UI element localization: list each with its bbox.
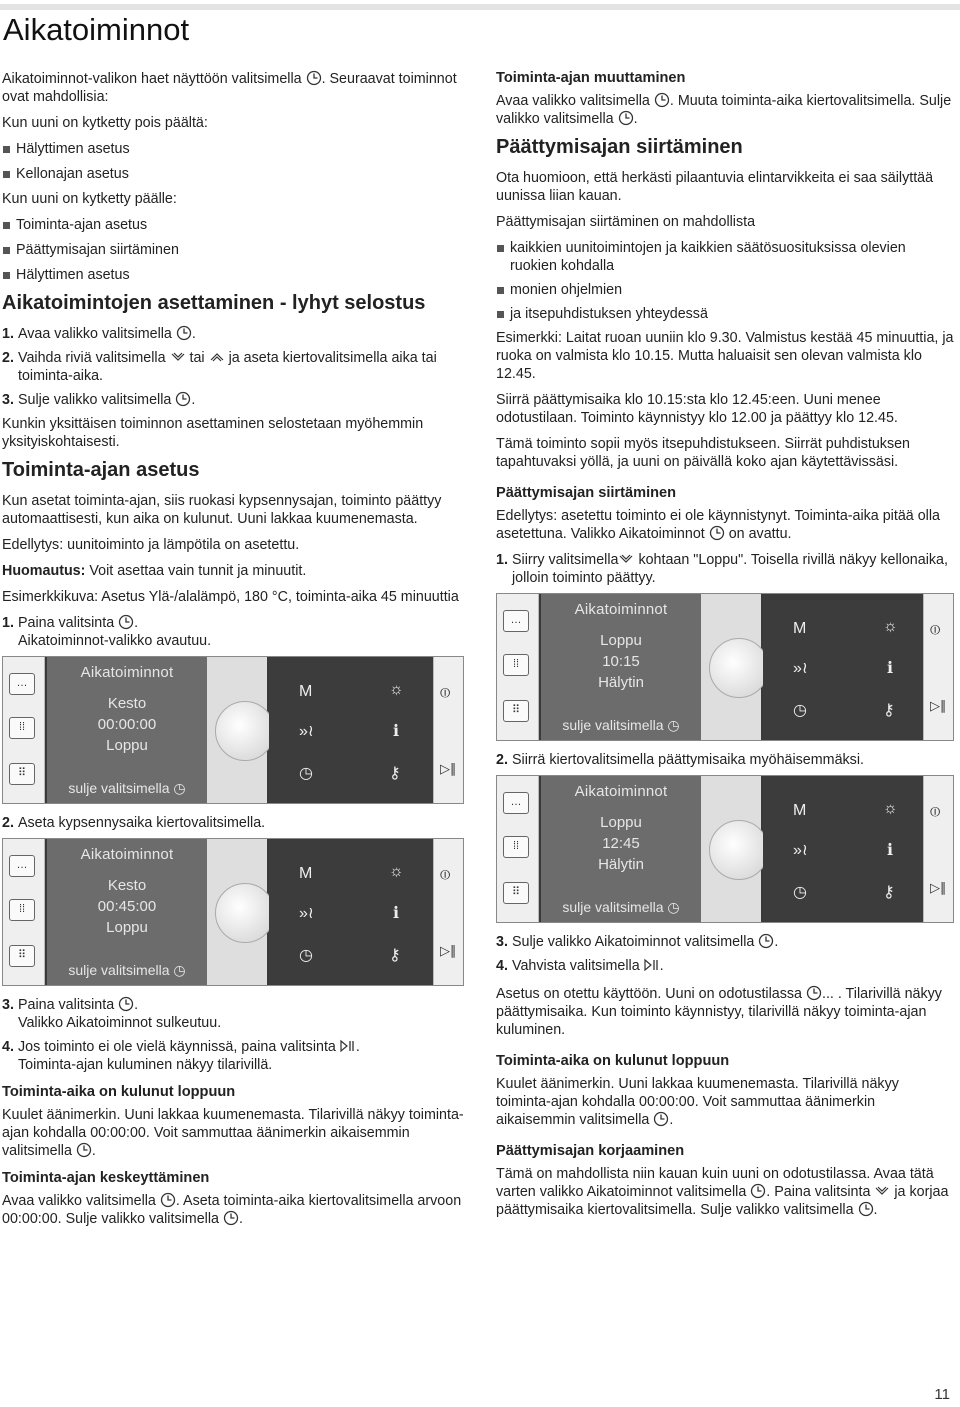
list-item: 1. Paina valitsinta . Aikatoiminnot-valikko avautuu.	[2, 615, 212, 649]
clock-icon[interactable]: ◷	[299, 947, 313, 964]
temperature-icon[interactable]: ℹ	[393, 723, 400, 740]
example2: Siirrä päättymisaika klo 10.15:sta klo 12.45:een. Uuni menee odotustilaan. Toiminto käynnistyy klo 12.00 ja päättyy klo 12.45.	[496, 392, 898, 426]
clock-icon	[750, 1183, 766, 1199]
power-icon[interactable]: ⏼	[440, 867, 451, 882]
clock-icon	[654, 92, 670, 108]
panel-left-buttons	[3, 657, 45, 803]
list-item: 4. Jos toiminto ei ole vielä käynnissä, paina valitsinta . Toiminta-ajan kuluminen näkyy tilarivillä.	[2, 1039, 360, 1073]
on-label: Kun uuni on kytketty päälle:	[2, 191, 177, 207]
info-button[interactable]: …	[503, 792, 529, 814]
quick-steps	[2, 325, 464, 409]
off-label: Kun uuni on kytketty pois päältä:	[2, 115, 208, 131]
shift-p2: Päättymisajan siirtäminen on mahdollista	[496, 214, 756, 230]
change-text: Avaa valikko valitsimella . Muuta toiminta-aika kiertovalitsimella. Sulje valikko valitsimella .	[496, 93, 952, 127]
key-icon[interactable]: ⚷	[389, 947, 401, 964]
example: Esimerkkikuva: Asetus Ylä-/alalämpö, 180 °C, toiminta-aika 45 minuuttia	[2, 589, 459, 605]
display-line: Loppu	[106, 737, 148, 754]
microwave-icon[interactable]: M	[793, 802, 807, 819]
note: Huomautus: Voit asettaa vain tunnit ja minuutit.	[2, 563, 307, 579]
clock-icon	[306, 70, 322, 86]
accessories-button[interactable]: ⁞⁞	[9, 899, 35, 921]
clock-icon	[653, 1111, 669, 1127]
start-stop-icon[interactable]: ▷∥	[930, 698, 947, 713]
clock-icon	[176, 325, 192, 341]
display-line: 00:00:00	[97, 716, 157, 733]
clock-icon	[118, 614, 134, 630]
clock-icon	[858, 1201, 874, 1217]
display-line: Loppu	[600, 814, 642, 831]
rotary-dial[interactable]	[207, 839, 267, 985]
chevron-up-icon	[209, 349, 225, 365]
top-rule	[0, 4, 960, 10]
clock-icon[interactable]: ◷	[793, 884, 807, 901]
temperature-icon[interactable]: ℹ	[393, 905, 400, 922]
key-icon[interactable]: ⚷	[883, 702, 895, 719]
list-item: Päättymisajan siirtäminen	[2, 241, 464, 259]
display-footer: sulje valitsimella ◷	[562, 717, 680, 733]
temperature-icon[interactable]: ℹ	[887, 660, 894, 677]
clock-icon	[160, 1192, 176, 1208]
display-screen	[47, 657, 207, 803]
chevron-down-icon	[874, 1183, 890, 1199]
microwave-icon[interactable]: M	[299, 683, 313, 700]
left-column	[2, 70, 464, 1236]
power-buttons	[433, 657, 463, 803]
power-icon[interactable]: ⏼	[930, 804, 941, 819]
elapsed-text: Kuulet äänimerkin. Uuni lakkaa kuumenemasta. Tilarivillä näkyy toiminta-ajan kohdalla 00:00:00. Voit sammuttaa äänimerkin aikaisemmin valitsimella .	[496, 1076, 899, 1128]
quick-heading: Aikatoimintojen asettaminen - lyhyt selostus	[2, 292, 426, 314]
clock-icon[interactable]: ◷	[299, 765, 313, 782]
dial-knob[interactable]	[215, 701, 275, 761]
fan-heat-icon[interactable]: »≀	[793, 842, 808, 859]
power-buttons	[433, 839, 463, 985]
elapsed-text: Kuulet äänimerkin. Uuni lakkaa kuumenemasta. Tilarivillä näkyy toiminta-ajan kohdalla 00:00:00. Voit sammuttaa äänimerkin aikaisemmin valitsimella .	[2, 1107, 464, 1159]
key-icon[interactable]: ⚷	[883, 884, 895, 901]
menu-button[interactable]: ⠿	[503, 700, 529, 722]
display-header: Aikatoiminnot	[80, 664, 174, 681]
fan-heat-icon[interactable]: »≀	[299, 905, 314, 922]
panel-left-buttons	[3, 839, 45, 985]
list-item: 1. Avaa valikko valitsimella .	[2, 326, 196, 342]
clock-icon	[223, 1210, 239, 1226]
accessories-button[interactable]: ⁞⁞	[503, 836, 529, 858]
function-buttons	[269, 839, 433, 985]
display-line: 00:45:00	[97, 898, 157, 915]
cancel-heading: Toiminta-ajan keskeyttäminen	[2, 1170, 210, 1186]
panel-left-buttons	[497, 594, 539, 740]
list-item: 2. Vaihda riviä valitsimella tai ja aseta kiertovalitsimella aika tai toiminta-aika.	[2, 350, 437, 384]
list-item: Hälyttimen asetus	[2, 140, 464, 158]
display-line: Kesto	[107, 877, 147, 894]
function-buttons	[763, 776, 923, 922]
power-buttons	[923, 776, 953, 922]
list-item: monien ohjelmien	[496, 281, 956, 299]
sub-heading: Päättymisajan siirtäminen	[496, 485, 677, 501]
display-line: Loppu	[600, 632, 642, 649]
temperature-icon[interactable]: ℹ	[887, 842, 894, 859]
page-number: 11	[934, 1386, 950, 1403]
change-heading: Toiminta-ajan muuttaminen	[496, 70, 686, 86]
list-item: 4. Vahvista valitsimella .	[496, 958, 664, 974]
power-icon[interactable]: ⏼	[930, 622, 941, 637]
dial-knob[interactable]	[709, 638, 769, 698]
fan-heat-icon[interactable]: »≀	[793, 660, 808, 677]
display-line: Hälytin	[598, 674, 644, 691]
clock-icon	[118, 996, 134, 1012]
clock-icon	[76, 1142, 92, 1158]
light-icon[interactable]: ☼	[883, 618, 898, 635]
panel-left-buttons	[497, 776, 539, 922]
example1: Esimerkki: Laitat ruoan uuniin klo 9.30. Valmistus kestää 45 minuuttia, ja ruoka on valmista klo 10.15. Mutta haluaisit sen olevan valmista klo 12.45.	[496, 330, 954, 382]
shift-list	[496, 239, 956, 323]
menu-button[interactable]: ⠿	[9, 763, 35, 785]
power-icon[interactable]: ⏼	[440, 685, 451, 700]
display-footer: sulje valitsimella ◷	[562, 899, 680, 915]
rotary-dial[interactable]	[701, 594, 761, 740]
display-line: 12:45	[602, 835, 640, 852]
correct-text: Tämä on mahdollista niin kauan kuin uuni on odotustilassa. Avaa tätä varten valikko Aikatoiminnot valitsimella . Paina valitsinta ja korjaa päättymisaika kiertovalitsimella. Sulje valikko valitsimella .	[496, 1166, 949, 1218]
start-stop-icon	[644, 957, 660, 973]
function-buttons	[763, 594, 923, 740]
light-icon[interactable]: ☼	[883, 800, 898, 817]
info-button[interactable]: …	[9, 673, 35, 695]
duration-step1	[2, 614, 464, 650]
display-line: Kesto	[107, 695, 147, 712]
list-item: 2. Siirrä kiertovalitsimella päättymisaika myöhäisemmäksi.	[496, 752, 864, 768]
clock-icon	[175, 391, 191, 407]
fan-heat-icon[interactable]: »≀	[299, 723, 314, 740]
list-item: Hälyttimen asetus	[2, 266, 464, 284]
duration-heading: Toiminta-ajan asetus	[2, 459, 200, 481]
display-line: Hälytin	[598, 856, 644, 873]
oven-panel	[2, 656, 464, 804]
display-header: Aikatoiminnot	[574, 601, 668, 618]
elapsed-heading: Toiminta-aika on kulunut loppuun	[2, 1084, 236, 1100]
start-stop-icon[interactable]: ▷∥	[930, 880, 947, 895]
light-icon[interactable]: ☼	[389, 863, 404, 880]
display-header: Aikatoiminnot	[574, 783, 668, 800]
duration-p1: Kun asetat toiminta-ajan, siis ruokasi kypsennysajan, toiminto päättyy automaattisesti, kun aika on kulunut. Uuni lakkaa kuumenemasta.	[2, 493, 442, 527]
menu-button[interactable]: ⠿	[9, 945, 35, 967]
clock-icon	[806, 985, 822, 1001]
display-screen	[541, 594, 701, 740]
intro-text: Aikatoiminnot-valikon haet näyttöön valitsimella . Seuraavat toiminnot ovat mahdollisia:	[2, 71, 457, 105]
start-stop-icon[interactable]: ▷∥	[440, 761, 457, 776]
list-item: ja itsepuhdistuksen yhteydessä	[496, 305, 956, 323]
microwave-icon[interactable]: M	[299, 865, 313, 882]
clock-icon	[758, 933, 774, 949]
oven-panel	[496, 593, 954, 741]
clock-icon	[618, 110, 634, 126]
rotary-dial[interactable]	[701, 776, 761, 922]
chevron-down-icon	[618, 551, 634, 567]
function-buttons	[269, 657, 433, 803]
list-item: 1. Siirry valitsimella kohtaan "Loppu". Toisella rivillä näkyy kellonaika, jolloin toiminto päättyy.	[496, 552, 948, 586]
display-footer: sulje valitsimella ◷	[68, 962, 186, 978]
key-icon[interactable]: ⚷	[389, 765, 401, 782]
on-list	[2, 216, 464, 284]
clock-icon[interactable]: ◷	[793, 702, 807, 719]
display-footer: sulje valitsimella ◷	[68, 780, 186, 796]
list-item: 3. Paina valitsinta . Valikko Aikatoiminnot sulkeutuu.	[2, 997, 222, 1031]
chevron-down-icon	[170, 349, 186, 365]
correct-heading: Päättymisajan korjaaminen	[496, 1143, 685, 1159]
display-screen	[541, 776, 701, 922]
power-buttons	[923, 594, 953, 740]
example3: Tämä toiminto sopii myös itsepuhdistukseen. Siirrät puhdistuksen tapahtuvaksi yöllä, ja uuni on päivällä koko ajan käytettävissäsi.	[496, 436, 911, 470]
duration-p2: Edellytys: uunitoiminto ja lämpötila on asetettu.	[2, 537, 300, 553]
start-stop-icon[interactable]: ▷∥	[440, 943, 457, 958]
info-button[interactable]: …	[503, 610, 529, 632]
display-line: Loppu	[106, 919, 148, 936]
dial-knob[interactable]	[709, 820, 769, 880]
off-list	[2, 140, 464, 183]
start-stop-icon	[340, 1038, 356, 1054]
menu-button[interactable]: ⠿	[503, 882, 529, 904]
shift-heading: Päättymisajan siirtäminen	[496, 136, 743, 158]
page-title: Aikatoiminnot	[3, 12, 190, 47]
cancel-text: Avaa valikko valitsimella . Aseta toiminta-aika kiertovalitsimella arvoon 00:00:00. Sulje valikko valitsimella .	[2, 1193, 462, 1227]
oven-panel	[2, 838, 464, 986]
list-item: Toiminta-ajan asetus	[2, 216, 464, 234]
info-button[interactable]: …	[9, 855, 35, 877]
rotary-dial[interactable]	[207, 657, 267, 803]
microwave-icon[interactable]: M	[793, 620, 807, 637]
list-item: 3. Sulje valikko Aikatoiminnot valitsimella .	[496, 934, 779, 950]
shift-p1: Ota huomioon, että herkästi pilaantuvia elintarvikkeita ei saa säilyttää uunissa liian kauan.	[496, 170, 934, 204]
quick-note: Kunkin yksittäisen toiminnon asettaminen selostetaan myöhemmin yksityiskohtaisesti.	[2, 416, 424, 450]
list-item: 3. Sulje valikko valitsimella .	[2, 392, 196, 408]
clock-icon	[709, 525, 725, 541]
light-icon[interactable]: ☼	[389, 681, 404, 698]
list-item: Kellonajan asetus	[2, 165, 464, 183]
list-item: 2. Aseta kypsennysaika kiertovalitsimella.	[2, 815, 266, 831]
display-line: 10:15	[602, 653, 640, 670]
accessories-button[interactable]: ⁞⁞	[503, 654, 529, 676]
right-column	[496, 70, 956, 1227]
elapsed-heading: Toiminta-aika on kulunut loppuun	[496, 1053, 730, 1069]
list-item: kaikkien uunitoimintojen ja kaikkien säätösuosituksissa olevien ruokien kohdalla	[496, 239, 956, 275]
confirm-text: Asetus on otettu käyttöön. Uuni on odotustilassa ... . Tilarivillä näkyy päättymisaika. Kun toiminto käynnistyy, tilarivillä näkyy toiminta-ajan kuluminen.	[496, 986, 942, 1038]
display-screen	[47, 839, 207, 985]
dial-knob[interactable]	[215, 883, 275, 943]
oven-panel	[496, 775, 954, 923]
display-header: Aikatoiminnot	[80, 846, 174, 863]
accessories-button[interactable]: ⁞⁞	[9, 717, 35, 739]
prereq: Edellytys: asetettu toiminto ei ole käynnistynyt. Toiminta-aika pitää olla asetettuna. Valikko Aikatoiminnot on avattu.	[496, 508, 940, 542]
